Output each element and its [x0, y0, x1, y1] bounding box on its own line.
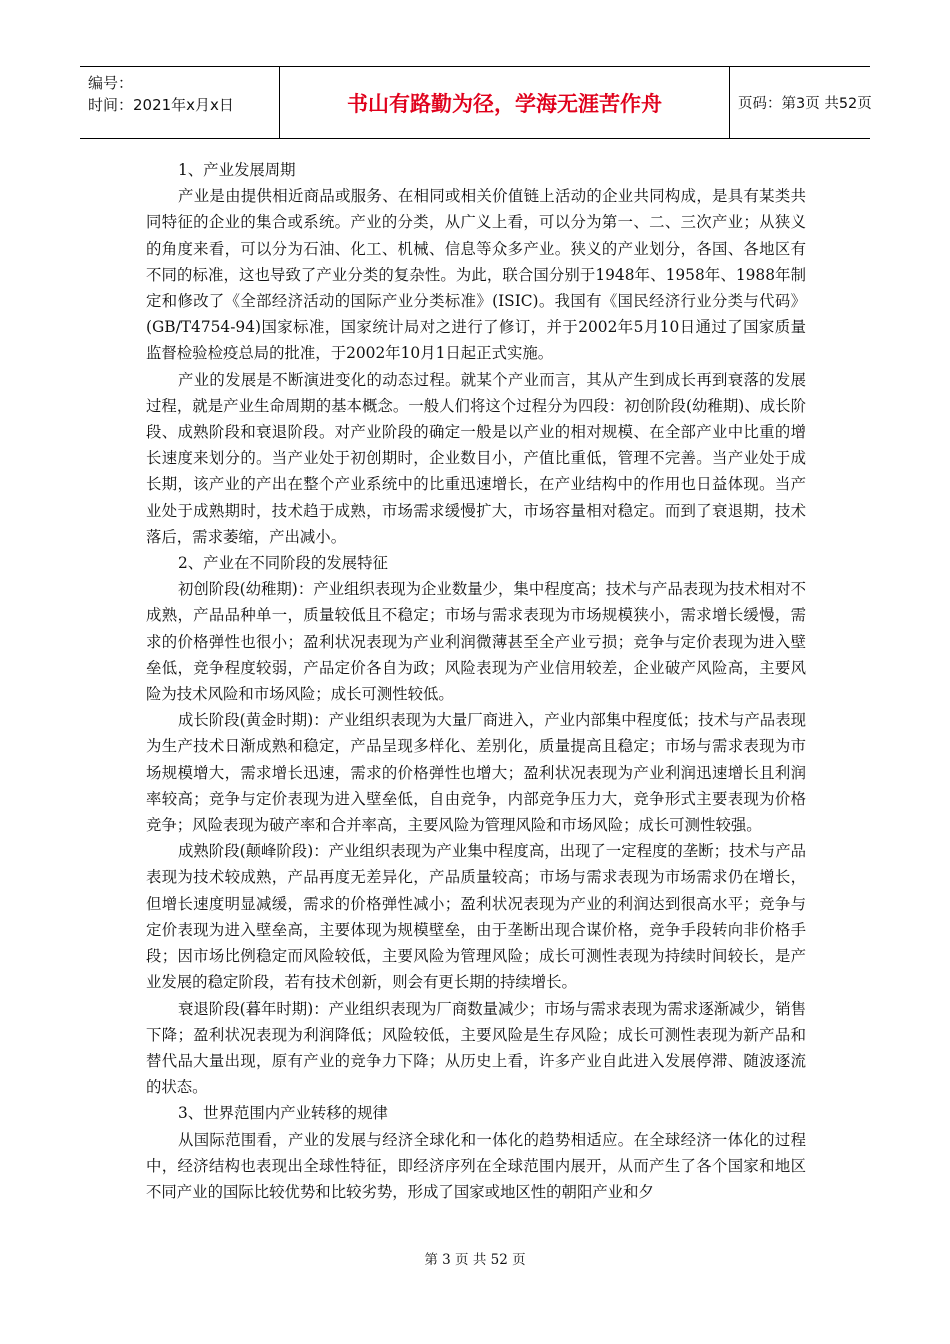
paragraph: 产业是由提供相近商品或服务、在相同或相关价值链上活动的企业共同构成，是具有某类共同特征的企业的集合或系统。产业的分类，从广义上看，可以分为第一、二、三次产业；从狭义的角度来看，可以分为石油、化工、机械、信息等众多产业。狭义的产业划分，各国、各地区有不同的标准，这也导致了产业分类的复杂性。为此，联合国分别于1948年、1958年、1988年制定和修改了《全部经济活动的国际产业分类标准》(ISIC)。我国有《国民经济行业分类与代码》(GB/T4754-94)国家标准，国家统计局对之进行了修订，并于2002年5月10日通过了国家质量监督检验检疫总局的批准，于2002年10月1日起正式实施。: [146, 187, 806, 363]
header-info: [80, 67, 280, 138]
section-heading-1: 1、产业发展周期: [178, 161, 296, 179]
header-page-label: 页码：第3页 共52页: [738, 96, 872, 112]
paragraph: 衰退阶段(暮年时期)：产业组织表现为厂商数量减少；市场与需求表现为需求逐渐减少，销售下降；盈利状况表现为利润降低；风险较低，主要风险是生存风险；成长可测性表现为新产品和替代品大量出现，原有产业的竞争力下降；从历史上看，许多产业自此进入发展停滞、随波逐流的状态。: [146, 999, 806, 1097]
paragraph: 从国际范围看，产业的发展与经济全球化和一体化的趋势相适应。在全球经济一体化的过程中，经济结构也表现出全球性特征，即经济序列在全球范围内展开，从而产生了各个国家和地区不同产业的国际比较优势和比较劣势，形成了国家或地区性的朝阳产业和夕: [146, 1130, 806, 1201]
document-body: [146, 157, 806, 1205]
number-label: 编号：: [88, 74, 134, 92]
section-heading-3: 3、世界范围内产业转移的规律: [178, 1104, 388, 1123]
page-footer: 第 3 页 共 52 页: [424, 1252, 526, 1268]
header-motto: 书山有路勤为径，学海无涯苦作舟: [280, 67, 730, 138]
time-label: 时间：2021年x月x日: [88, 96, 234, 114]
paragraph: 成熟阶段(颠峰阶段)：产业组织表现为产业集中程度高，出现了一定程度的垄断；技术与产品表现为技术较成熟，产品再度无差异化，产品质量较高；市场与需求表现为市场需求仍在增长，但增长速度明显减缓，需求的价格弹性减小；盈利状况表现为产业的利润达到很高水平；竞争与定价表现为进入壁垒高，主要体现为规模壁垒，由于垄断出现合谋价格，竞争手段转向非价格手段；因市场比例稳定而风险较低，主要风险为管理风险；成长可测性表现为持续时间较长，是产业发展的稳定阶段，若有技术创新，则会有更长期的持续增长。: [146, 842, 806, 992]
paragraph: 成长阶段(黄金时期)：产业组织表现为大量厂商进入，产业内部集中程度低；技术与产品表现为生产技术日渐成熟和稳定，产品呈现多样化、差别化，质量提高且稳定；市场与需求表现为市场规模增大，需求增长迅速，需求的价格弹性也增大；盈利状况表现为产业利润迅速增长且利润率较高；竞争与定价表现为进入壁垒低，自由竞争，内部竞争压力大，竞争形式主要表现为价格竞争；风险表现为破产率和合并率高，主要风险为管理风险和市场风险；成长可测性较强。: [146, 711, 806, 835]
page-header: [80, 66, 870, 139]
section-heading-2: 2、产业在不同阶段的发展特征: [178, 554, 388, 573]
paragraph: 初创阶段(幼稚期)：产业组织表现为企业数量少，集中程度高；技术与产品表现为技术相对不成熟，产品品种单一，质量较低且不稳定；市场与需求表现为市场规模狭小，需求增长缓慢，需求的价格弹性也很小；盈利状况表现为产业利润微薄甚至全产业亏损；竞争与定价表现为进入壁垒低，竞争程度较弱，产品定价各自为政；风险表现为产业信用较差，企业破产风险高，主要风险为技术风险和市场风险；成长可测性较低。: [146, 580, 806, 704]
paragraph: 产业的发展是不断演进变化的动态过程。就某个产业而言，其从产生到成长再到衰落的发展过程，就是产业生命周期的基本概念。一般人们将这个过程分为四段：初创阶段(幼稚期)、成长阶段、成熟阶段和衰退阶段。对产业阶段的确定一般是以产业的相对规模、在全部产业中比重的增长速度来划分的。当产业处于初创期时，企业数目小，产值比重低，管理不完善。当产业处于成长期，该产业的产出在整个产业系统中的比重迅速增长，在产业结构中的作用也日益体现。当产业处于成熟期时，技术趋于成熟，市场需求缓慢扩大，市场容量相对稳定。而到了衰退期，技术落后，需求萎缩，产出减小。: [146, 370, 806, 546]
